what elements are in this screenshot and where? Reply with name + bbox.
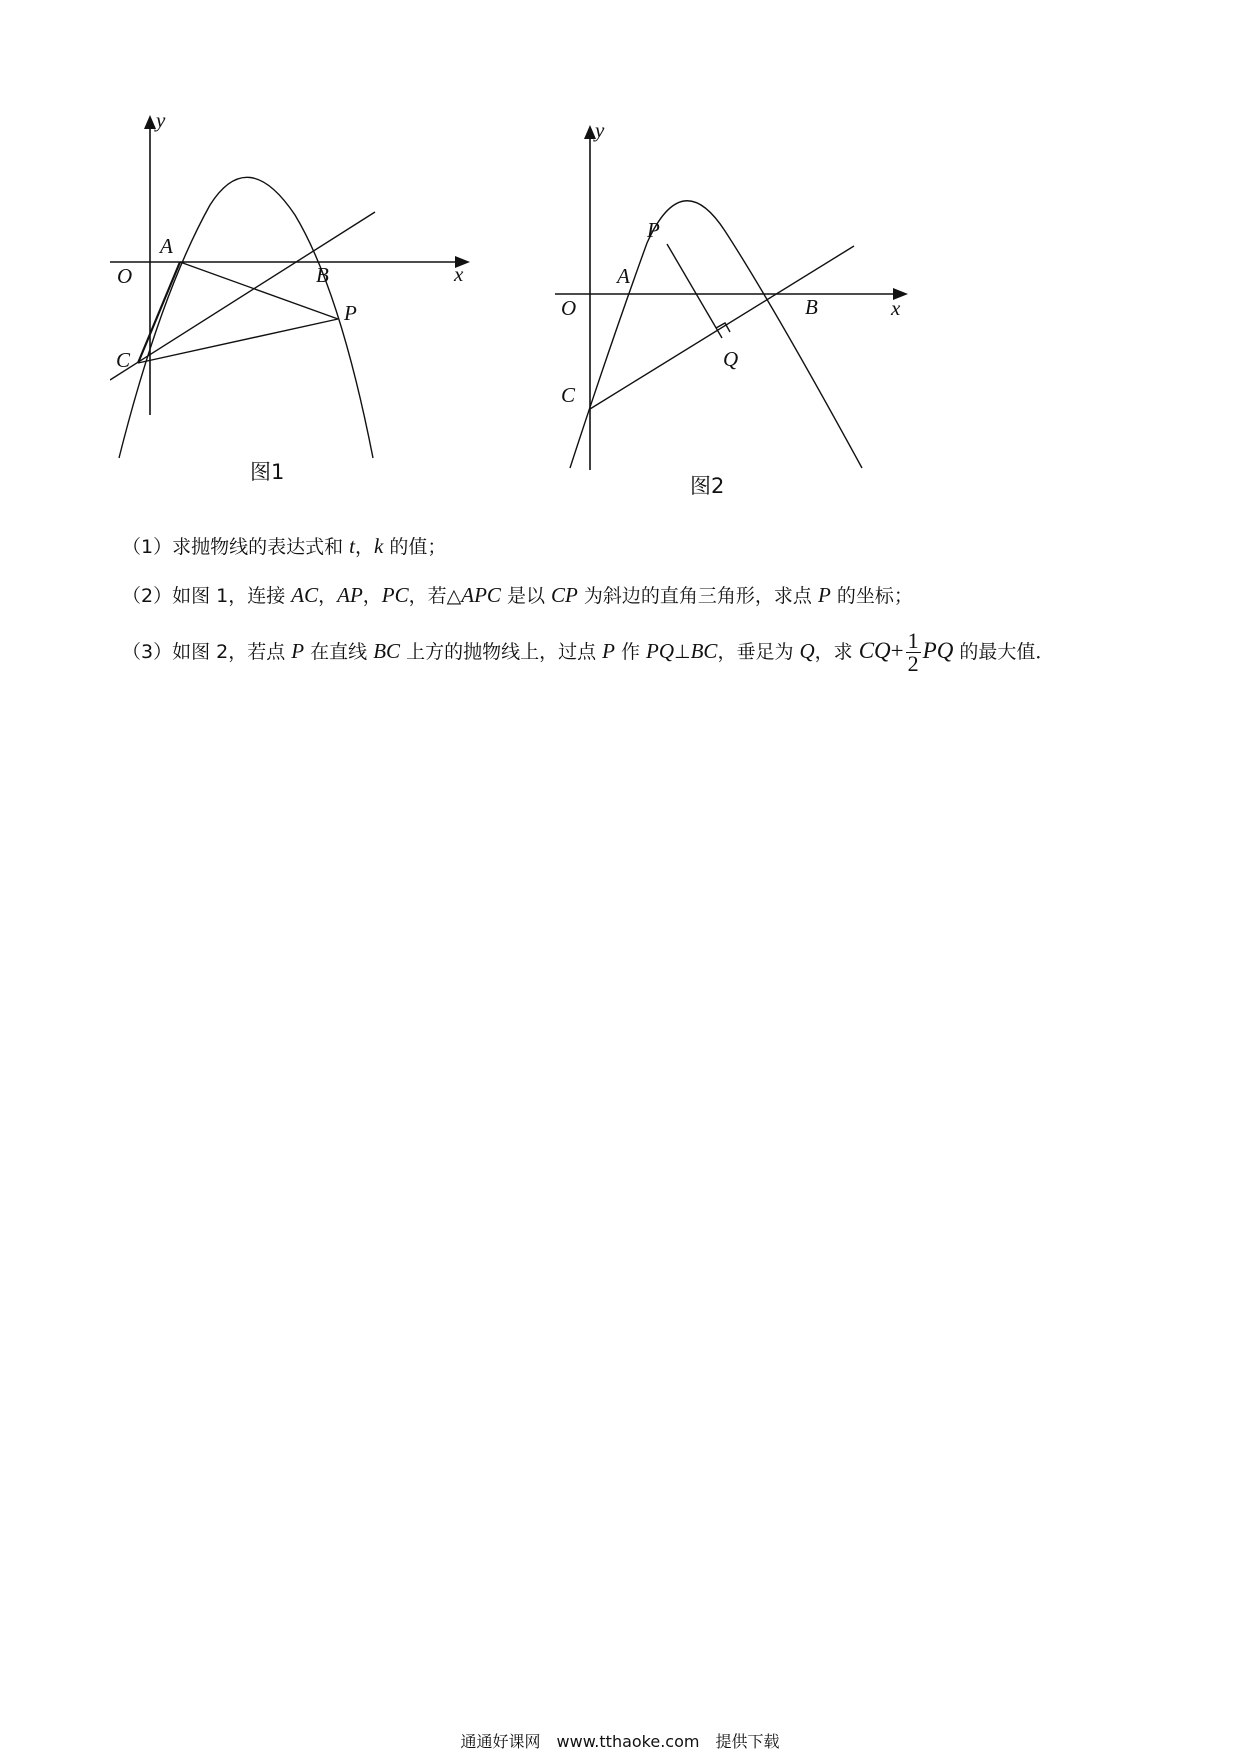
segment-ap [180,262,338,319]
figure-1-caption: 图1 [250,460,285,484]
label-a: A [617,264,630,288]
figure-2 [555,125,925,505]
page-footer: 通通好课网 www.tthaoke.com 提供下载 [460,1732,780,1751]
label-y: y [595,125,605,142]
label-p: P [344,301,357,325]
label-o: O [117,264,133,288]
question-1: （1）求抛物线的表达式和 t，k 的值； [122,534,447,558]
label-o: O [561,296,577,320]
label-q: Q [723,347,739,371]
label-c: C [561,383,576,407]
fraction-one-half: $\frac{1}{2}$ [907,628,919,676]
figure-2-graph [555,125,925,505]
var-t: t [349,534,355,558]
question-2: （2）如图 1，连接 AC，AP，PC，若△APC 是以 CP 为斜边的直角三角形，求点 P 的坐标； [122,583,913,607]
segment-pq [667,244,722,338]
label-b: B [316,263,329,287]
plus-sign: + [890,638,904,663]
label-y: y [156,115,166,132]
expr-cq: CQ [858,638,891,663]
label-x: x [454,262,464,286]
question-3: （3）如图 2，若点 P 在直线 BC 上方的抛物线上，过点 P 作 PQ⊥BC，垂足为 Q，求 CQ+ $\frac{1}{2}$ PQ 的最大值． [122,628,1055,676]
label-b: B [805,295,818,319]
label-c: C [116,348,131,372]
y-axis-arrow [144,115,156,129]
figure-1 [110,115,480,495]
segment-ac [138,262,180,363]
figure-2-caption: 图2 [690,474,725,498]
expr-pq: PQ [922,638,954,663]
segment-pc [138,319,338,363]
label-x: x [891,296,901,320]
label-p: P [647,218,660,242]
parabola [570,201,862,468]
figure-1-graph [110,115,480,495]
label-a: A [160,234,173,258]
var-k: k [374,534,384,558]
